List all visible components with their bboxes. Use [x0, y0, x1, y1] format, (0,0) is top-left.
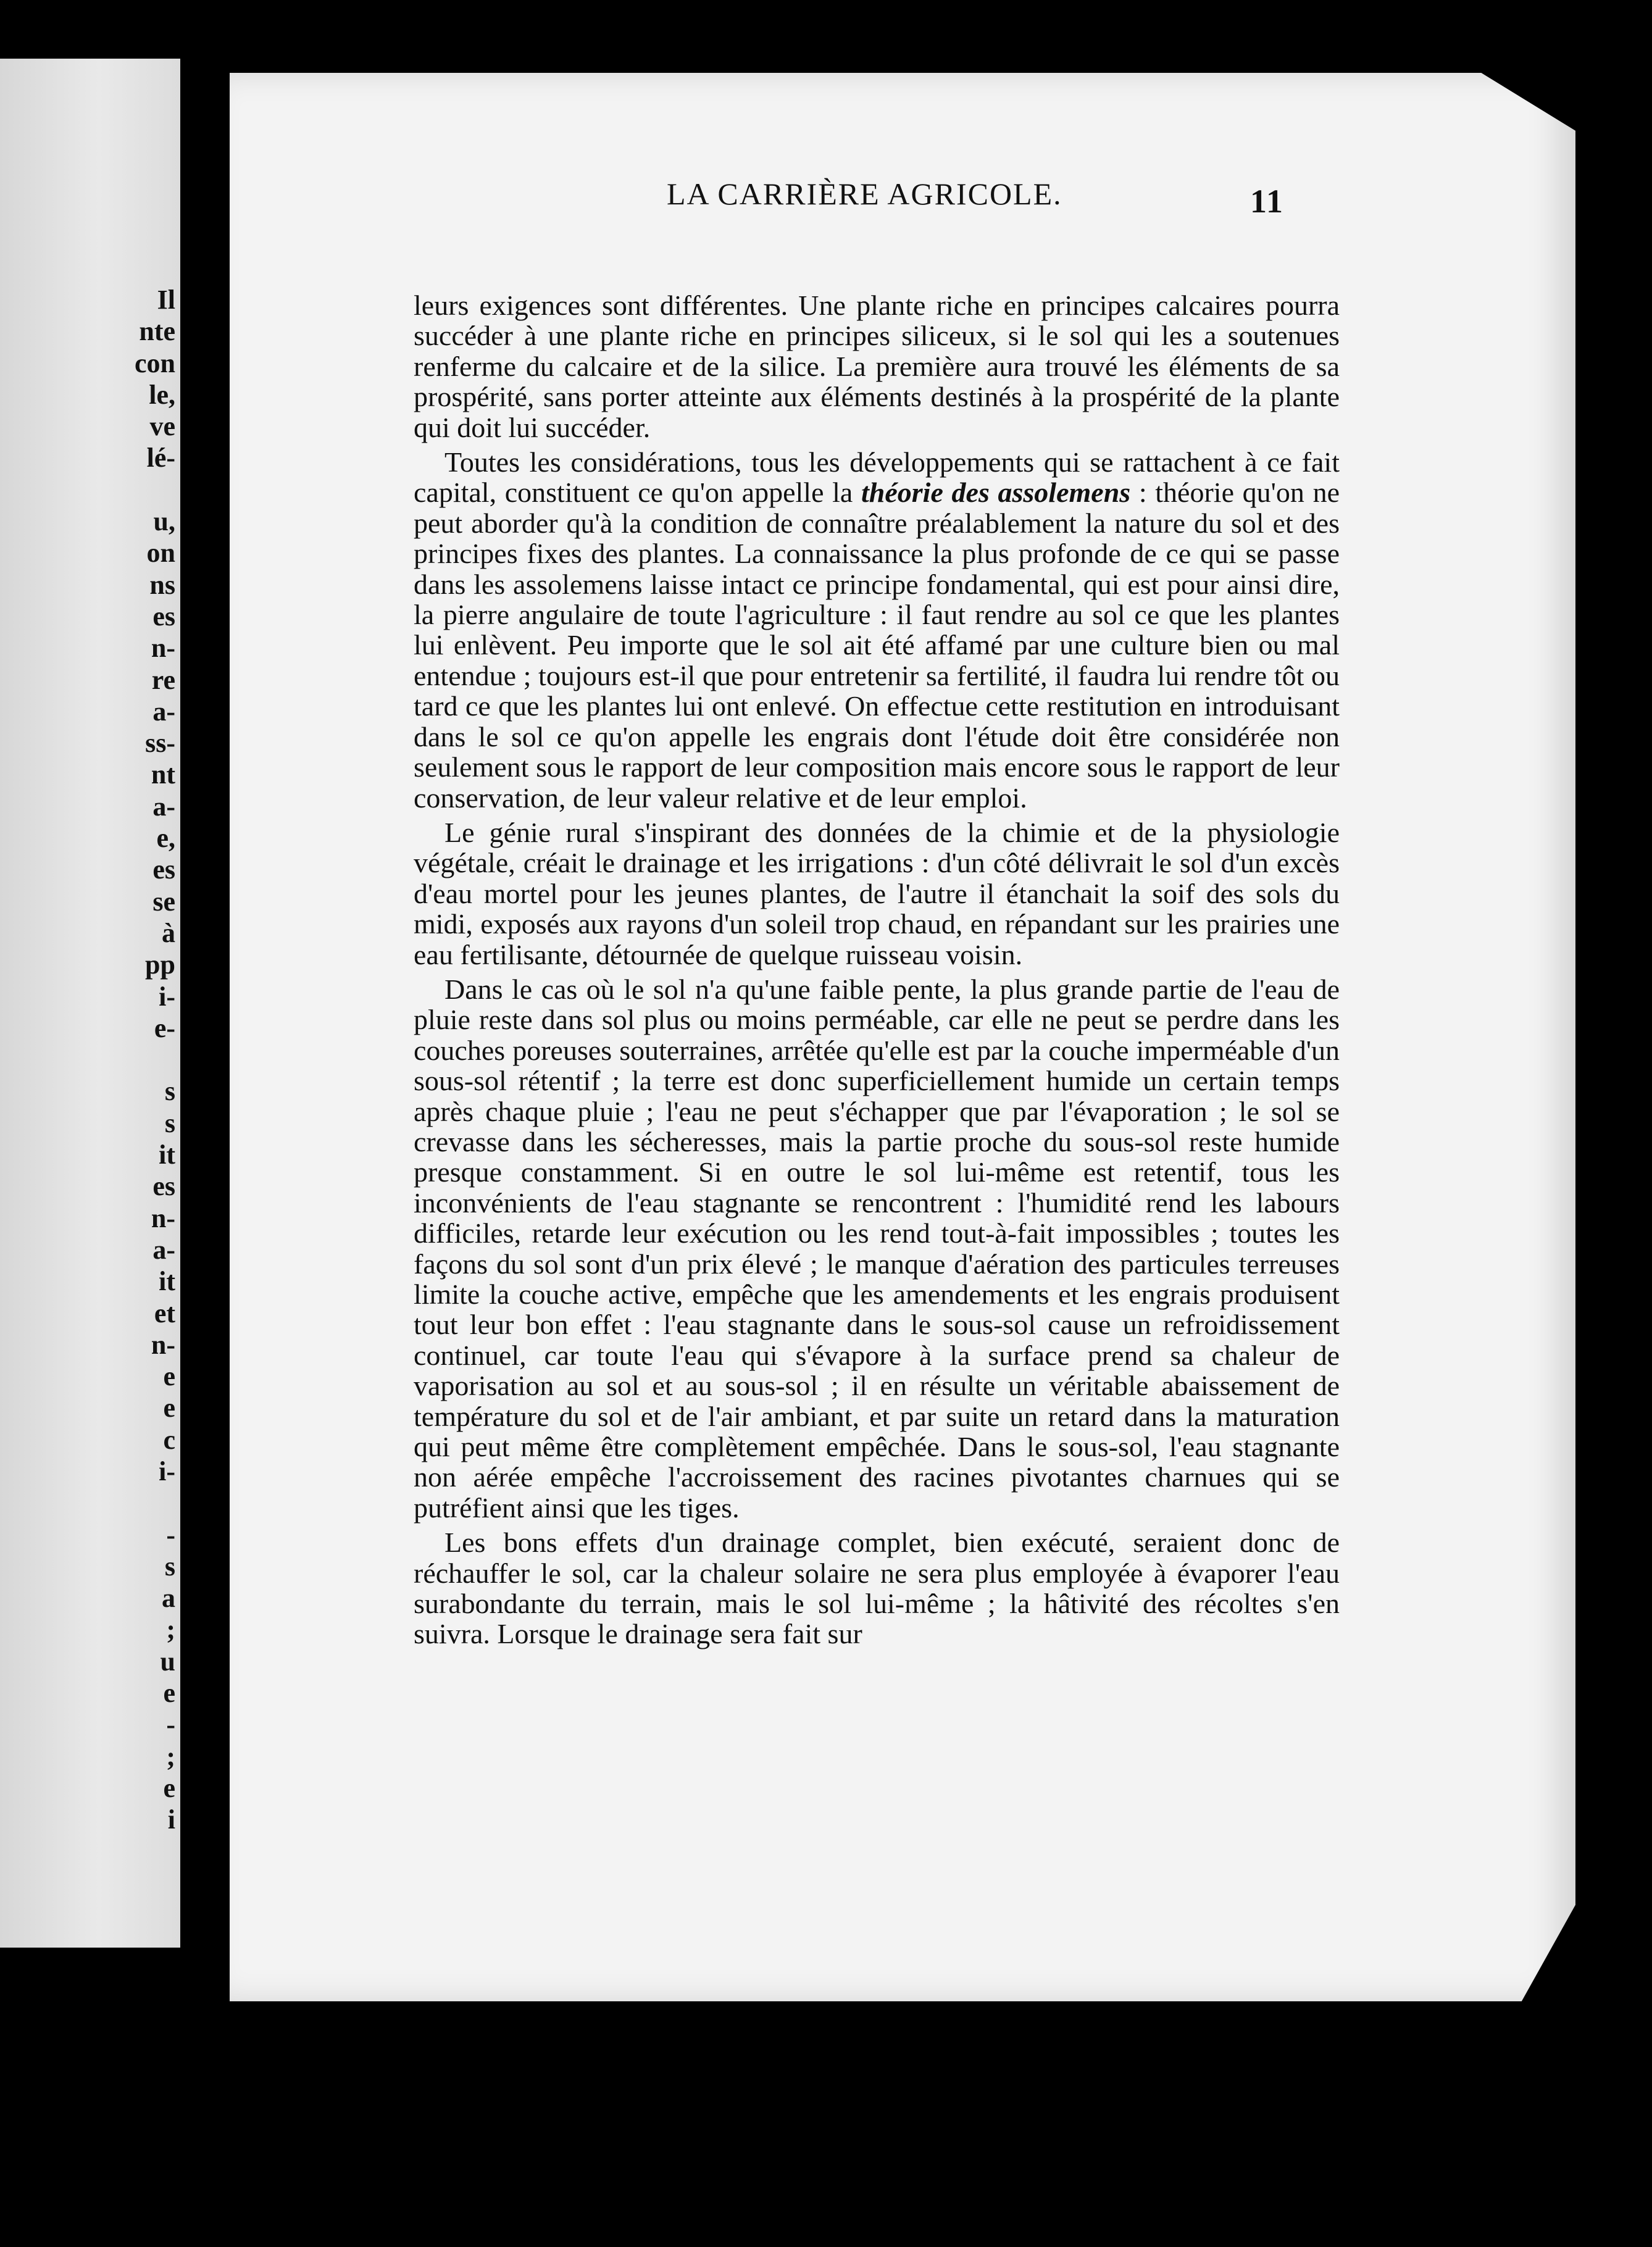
facing-page-fragment-line: [101, 1044, 175, 1075]
facing-page-fragment-line: le,: [149, 379, 175, 410]
facing-page-fragment-line: nte: [139, 316, 175, 347]
facing-page-fragment-line: -: [166, 1519, 175, 1550]
facing-page-fragment-line: a-: [152, 696, 175, 727]
facing-page-fragment-line: à: [162, 917, 175, 948]
paragraph-3: Le génie rural s'inspirant des données de la chimie et de la physiologie végétale, créait le drainage et les irrigations : d'un côté délivrait le sol d'un excès d'eau mortel pour les jeunes plantes, de l'autre il étanchait la soif des sols du midi, exposés aux rayons d'un soleil trop chaud, en répandant sur les prairies une eau fertilisante, détournée de quelque ruisseau voisin.: [414, 816, 1340, 970]
facing-page-fragment-line: e: [163, 1393, 175, 1424]
facing-page-fragment-line: e: [163, 1678, 175, 1709]
paragraph-2-end: : théorie qu'on ne peut aborder qu'à la condition de connaître préalablement la nature du sol et des principes fixes des plantes. La connaissance la plus profonde de ce qui se passe dans les assolemens laisse intact ce principe fondamental, qui est pour ainsi dire, la pierre angulaire de toute l'agriculture : il faut rendre au sol ce que les plantes lui enlèvent. Peu importe que le sol ait été affamé par une culture bien ou mal entendue ; toujours est-il que pour entretenir sa fertilité, il faudra lui rendre tôt ou tard ce que les plantes lui ont enlevé. On effectue cette restitution en introduisant dans le sol ce qu'on appelle les engrais dont l'étude doit être considérée non seulement sous le rapport de leur composition mais encore sous le rapport de leur conservation, de leur valeur relative et de leur emploi.: [414, 477, 1340, 814]
facing-page-fragment-line: pp: [145, 949, 175, 980]
facing-page-fragment-line: e: [163, 1361, 175, 1392]
facing-page-fragment-line: es: [152, 601, 175, 632]
facing-page-fragment-line: Il: [157, 285, 175, 315]
facing-page-fragment-line: n-: [151, 1203, 175, 1233]
paragraph-2: [414, 447, 1340, 813]
facing-page-fragment-line: a: [162, 1583, 175, 1614]
facing-page-fragment-line: a-: [152, 791, 175, 822]
paragraph-1: leurs exigences sont différentes. Une plante riche en principes calcaires pourra succéder à une plante riche en principes siliceux, si le sol qui les a soutenues renferme du calcaire et de la silice. La première aura trouvé les éléments de sa prospérité, sans porter atteinte aux éléments destinés à la prospérité de la plante qui doit lui succéder.: [414, 290, 1340, 443]
facing-page-fragment-line: ;: [166, 1741, 175, 1772]
paragraph-4: Dans le cas où le sol n'a qu'une faible pente, la plus grande partie de l'eau de pluie reste dans sol plus ou moins perméable, car elle ne peut se perdre dans les couches poreuses souterraines, arrêtée qu'elle est par la couche imperméable d'un sous-sol rétentif ; la terre est donc superficiellement humide un certain temps après chaque pluie ; l'eau ne peut s'échapper que par l'évaporation ; le sol se crevasse dans les sécheresses, mais la partie proche du sous-sol reste humide presque constamment. Si en outre le sol lui-même est retentif, tous les inconvénients de l'eau stagnante se rencontrent : l'humidité rend les labours difficiles, retarde leur exécution ou les rend tout-à-fait impossibles ; toutes les façons du sol sont d'un prix élevé ; le manque d'aération des particules terreuses limite la couche active, empêche que les amendements et les engrais produisent tout leur bon effet : l'eau stagnante dans le sous-sol cause un refroidissement continuel, car toute l'eau qui s'évapore à la surface prend sa chaleur de vaporisation au sol et au sous-sol ; il en résulte un véritable abaissement de température du sol et de l'air ambiant, et par suite un retard dans la maturation qui peut même être complètement empêchée. Dans le sous-sol, l'eau stagnante non aérée empêche l'accroissement des racines pivotantes charnues qui se putréfient ainsi que les tiges.: [414, 973, 1340, 1524]
facing-page-fragment-line: -: [166, 1709, 175, 1740]
facing-page-fragment-line: s: [164, 1076, 175, 1107]
facing-page-fragment-line: e-: [154, 1012, 175, 1043]
facing-page-fragment-line: s: [164, 1107, 175, 1138]
facing-page-fragment-line: ve: [149, 411, 175, 442]
facing-page-fragment-line: e,: [156, 823, 175, 854]
facing-page-fragment-line: [101, 474, 175, 506]
facing-page-fragment-line: ;: [166, 1614, 175, 1645]
facing-page-fragment-line: n-: [151, 633, 175, 664]
page-number: 11: [1250, 183, 1285, 220]
facing-page-fragment-line: i-: [159, 1456, 175, 1486]
facing-page-fragment-line: con: [135, 348, 175, 378]
facing-page-fragment-line: u: [160, 1646, 175, 1677]
facing-page-fragment-line: ss-: [145, 728, 175, 759]
body-text: [414, 290, 1340, 1654]
facing-page-fragment-line: et: [154, 1298, 175, 1328]
facing-page-fragment-line: nt: [151, 759, 175, 790]
paragraph-2-start: Toutes les considérations, tous les développements qui se rattachent à ce fait capital, constituent ce qu'on appelle la: [414, 446, 1340, 509]
facing-page-fragment-line: ns: [149, 569, 175, 600]
paragraph-5: Les bons effets d'un drainage complet, bien exécuté, seraient donc de réchauffer le sol, car la chaleur solaire ne sera plus employée à évaporer l'eau surabondante du terrain, mais le sol lui-même ; la hâtivité des récoltes s'en suivra. Lorsque le drainage sera fait sur: [414, 1527, 1340, 1650]
running-head: LA CARRIÈRE AGRICOLE.: [667, 177, 1062, 211]
facing-page-fragment-line: re: [151, 664, 175, 695]
facing-page-fragment-line: u,: [153, 506, 175, 537]
facing-page-fragment-line: n-: [151, 1329, 175, 1360]
facing-page-fragment-line: it: [159, 1266, 175, 1297]
facing-page-fragment-line: e: [163, 1772, 175, 1803]
facing-page-fragment-line: es: [152, 854, 175, 885]
facing-page-fragment-line: i-: [159, 981, 175, 1012]
emphasis-term: théorie des assolemens: [861, 477, 1131, 509]
facing-page-line-ends: [101, 284, 175, 1836]
facing-page-fragment-line: s: [164, 1551, 175, 1582]
facing-page-fragment-line: lé-: [146, 443, 175, 473]
facing-page-fragment-line: a-: [152, 1234, 175, 1265]
facing-page-fragment-line: on: [146, 538, 175, 569]
facing-page-fragment-line: c: [163, 1424, 175, 1455]
facing-page-fragment-line: es: [152, 1171, 175, 1202]
facing-page-fragment-line: it: [159, 1140, 175, 1170]
facing-page-fragment-line: i: [167, 1804, 175, 1835]
facing-page-fragment-line: [101, 1487, 175, 1519]
facing-page-fragment: [0, 59, 180, 1948]
facing-page-fragment-line: se: [152, 886, 175, 917]
